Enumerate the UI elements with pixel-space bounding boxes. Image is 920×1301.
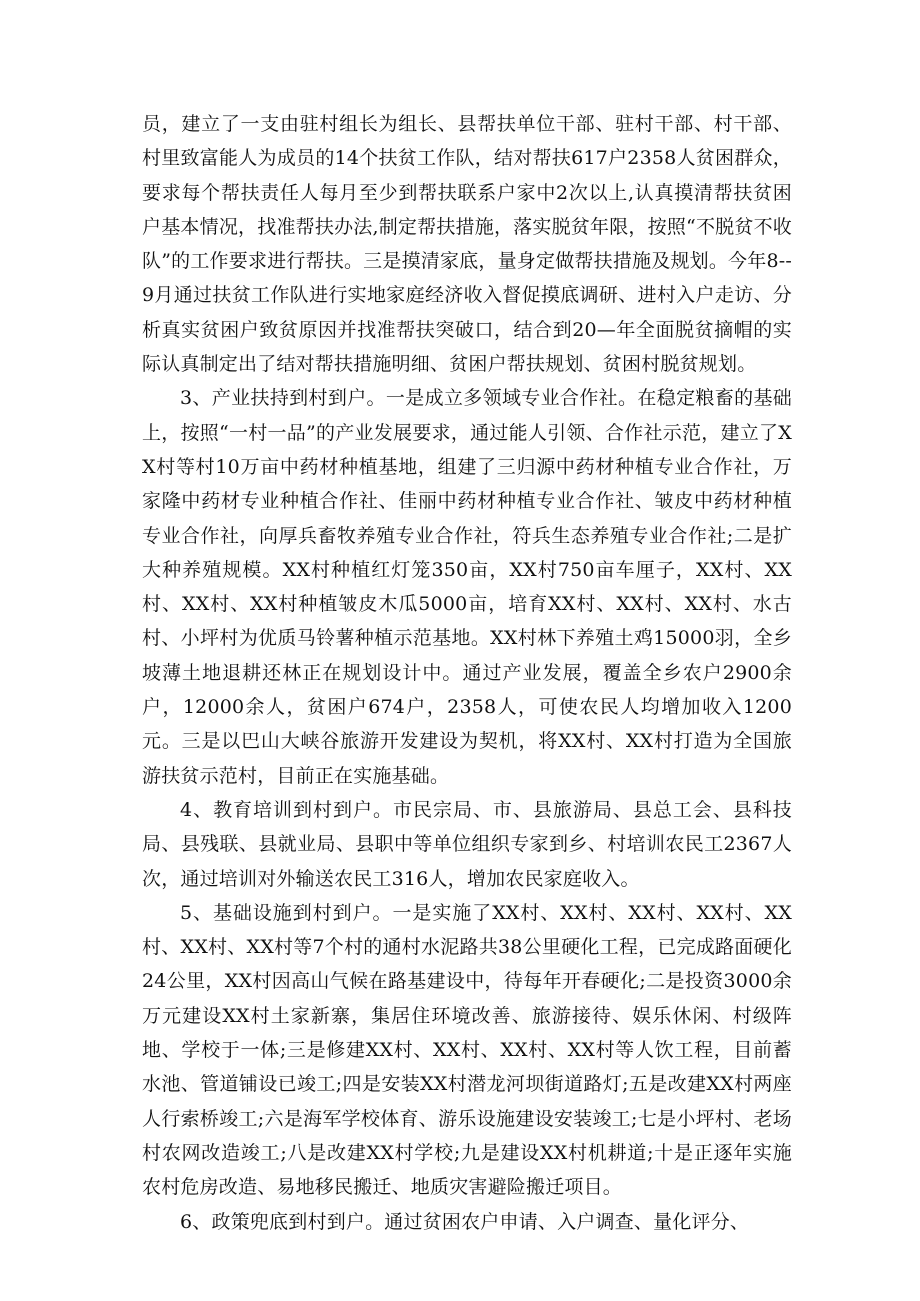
document-body [142, 107, 792, 1239]
paragraph-continuation: 员，建立了一支由驻村组长为组长、县帮扶单位干部、驻村干部、村干部、村里致富能人为成员的14个扶贫工作队，结对帮扶617户2358人贫困群众，要求每个帮扶责任人每月至少到帮扶联系户家中2次以上,认真摸清帮扶贫困户基本情况，找准帮扶办法,制定帮扶措施，落实脱贫年限，按照“不脱贫不收队”的工作要求进行帮扶。三是摸清家底，量身定做帮扶措施及规划。今年8--9月通过扶贫工作队进行实地家庭经济收入督促摸底调研、进村入户走访、分析真实贫困户致贫原因并找准帮扶突破口，结合到20—年全面脱贫摘帽的实际认真制定出了结对帮扶措施明细、贫困户帮扶规划、贫困村脱贫规划。 [142, 113, 792, 376]
paragraph-industry-support: 3、产业扶持到村到户。一是成立多领域专业合作社。在稳定粮畜的基础上，按照“一村一品”的产业发展要求，通过能人引领、合作社示范，建立了XX村等村10万亩中药材种植基地，组建了三归源中药材种植专业合作社，万家隆中药材专业种植合作社、佳丽中药材种植专业合作社、皱皮中药材种植专业合作社，向厚兵畜牧养殖专业合作社，符兵生态养殖专业合作社;二是扩大种养殖规模。XX村种植红灯笼350亩，XX村750亩车厘子，XX村、XX村、XX村、XX村种植皱皮木瓜5000亩，培育XX村、XX村、XX村、水古村、小坪村为优质马铃薯种植示范基地。XX村林下养殖土鸡15000羽，全乡坡薄土地退耕还林正在规划设计中。通过产业发展，覆盖全乡农户2900余户，12000余人，贫困户674户，2358人，可使农民人均增加收入1200元。三是以巴山大峡谷旅游开发建设为契机，将XX村、XX村打造为全国旅游扶贫示范村，目前正在实施基础。 [142, 387, 792, 787]
paragraph-infrastructure: 5、基础设施到村到户。一是实施了XX村、XX村、XX村、XX村、XX村、XX村、XX村等7个村的通村水泥路共38公里硬化工程，已完成路面硬化24公里，XX村因高山气候在路基建设中，待每年开春硬化;二是投资3000余万元建设XX村土家新寨，集居住环境改善、旅游接待、娱乐休闲、村级阵地、学校于一体;三是修建XX村、XX村、XX村、XX村等人饮工程，目前蓄水池、管道铺设已竣工;四是安装XX村潜龙河坝街道路灯;五是改建XX村两座人行索桥竣工;六是海军学校体育、游乐设施建设安装竣工;七是小坪村、老场村农网改造竣工;八是改建XX村学校;九是建设XX村机耕道;十是正逐年实施农村危房改造、易地移民搬迁、地质灾害避险搬迁项目。 [142, 901, 792, 1199]
paragraph-education-training: 4、教育培训到村到户。市民宗局、市、县旅游局、县总工会、县科技局、县残联、县就业局、县职中等单位组织专家到乡、村培训农民工2367人次，通过培训对外输送农民工316人，增加农民家庭收入。 [142, 798, 792, 890]
paragraph-policy-support: 6、政策兜底到村到户。通过贫困农户申请、入户调查、量化评分、 [180, 1210, 750, 1233]
